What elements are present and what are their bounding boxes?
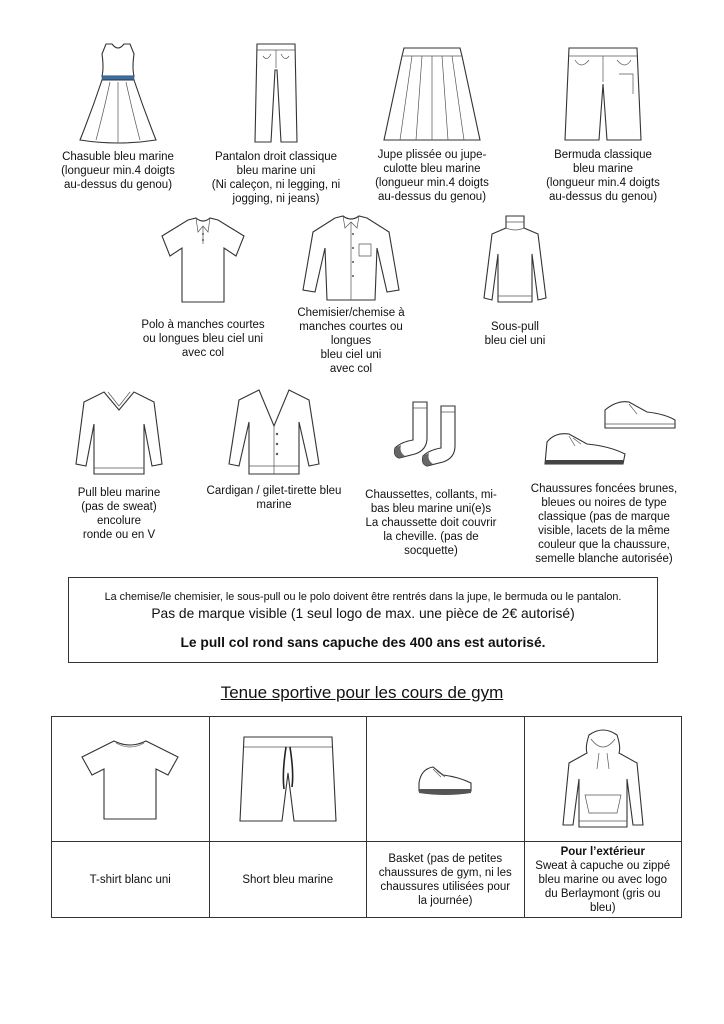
gym-cell-tshirt-image <box>52 717 210 842</box>
caption-line: jogging, ni jeans) <box>232 193 320 205</box>
polo-shirt-icon <box>160 216 246 306</box>
gym-images-row <box>52 717 682 842</box>
caption-line: (longueur min.4 doigts <box>375 177 489 189</box>
gym-cell-basket-caption <box>367 842 525 918</box>
gym-section-title: Tenue sportive pour les cours de gym <box>220 683 504 702</box>
caption-cardigan <box>196 484 352 512</box>
gym-cell-basket-image <box>367 717 525 842</box>
caption-chaussettes <box>356 488 506 558</box>
socks-icon <box>391 398 471 468</box>
hoodie-icon <box>561 729 645 829</box>
caption-line: manches courtes ou <box>299 321 403 333</box>
caption-line: Chasuble bleu marine <box>62 151 174 163</box>
gym-cell-tshirt-caption <box>52 842 210 918</box>
caption-line: chaussures de gym, ni les <box>378 866 512 879</box>
caption-line: longues <box>330 335 372 347</box>
caption-line: Chaussures foncées brunes, <box>530 483 678 495</box>
caption-line: culotte bleu marine <box>383 163 481 175</box>
gym-outfit-table <box>51 716 682 918</box>
caption-line: bleues ou noires de type <box>541 497 667 509</box>
shirt-icon <box>301 214 401 304</box>
caption-line: bleu ciel uni <box>320 349 382 361</box>
caption-line: au-dessus du genou) <box>63 179 173 191</box>
rule-no-brand: Pas de marque visible (1 seul logo de max. une pièce de 2€ autorisé) <box>151 606 575 621</box>
caption-line: (longueur min.4 doigts <box>546 177 660 189</box>
caption-line: Pull bleu marine <box>77 487 161 499</box>
caption-line: Basket (pas de petites <box>388 852 503 865</box>
caption-line: la cheville. (pas de <box>383 531 479 543</box>
item-pantalon <box>196 40 356 206</box>
item-polo <box>118 216 288 360</box>
gym-cell-sweat-caption <box>524 842 682 918</box>
caption-line: avec col <box>329 363 373 375</box>
caption-line: au-dessus du genou) <box>548 191 658 203</box>
caption-line: (Ni caleçon, ni legging, ni <box>211 179 341 191</box>
caption-line: du Berlaymont (gris ou <box>544 887 661 900</box>
caption-line: bleu marine <box>572 163 634 175</box>
caption-line: socquette) <box>404 545 458 557</box>
item-cardigan <box>196 386 352 512</box>
dress-icon <box>78 40 158 146</box>
caption-line: ronde ou en V <box>82 529 156 541</box>
caption-line: (pas de sweat) <box>81 501 157 513</box>
caption-line: bleu marine uni <box>236 165 316 177</box>
gym-cell-short-caption <box>209 842 367 918</box>
caption-pantalon <box>196 150 356 206</box>
shoes-icon <box>529 392 679 476</box>
caption-chasuble <box>48 150 188 192</box>
caption-line: La chaussette doit couvrir <box>365 517 497 529</box>
cardigan-icon <box>227 386 321 478</box>
caption-line: Sous-pull <box>491 321 539 333</box>
caption-souspull <box>460 320 570 348</box>
turtleneck-icon <box>480 214 550 306</box>
pleated-skirt-icon <box>382 44 482 144</box>
caption-line: avec col <box>181 347 225 359</box>
tshirt-icon <box>80 737 180 821</box>
rule-400-years-pullover: Le pull col rond sans capuche des 400 ans est autorisé. <box>180 635 546 650</box>
caption-polo <box>118 318 288 360</box>
item-pull <box>56 388 182 542</box>
caption-line: chaussures utilisées pour <box>380 880 511 893</box>
caption-line: Cardigan / gilet-tirette bleu <box>206 485 342 497</box>
item-jupe <box>360 44 504 204</box>
v-neck-sweater-icon <box>74 388 164 478</box>
caption-line: bleu marine ou avec logo <box>538 873 667 886</box>
caption-line: Sweat à capuche ou zippé <box>535 859 671 872</box>
item-chaussettes <box>356 398 506 558</box>
rule-tuck-in: La chemise/le chemisier, le sous-pull ou le polo doivent être rentrés dans la jupe, le bermuda ou le pantalon. <box>104 591 622 603</box>
caption-jupe <box>360 148 504 204</box>
caption-line: Short bleu marine <box>242 873 334 886</box>
gym-captions-row <box>52 842 682 918</box>
trousers-icon <box>251 40 301 146</box>
caption-chaussures <box>514 482 694 566</box>
caption-line: marine <box>256 499 292 511</box>
caption-line: bleu ciel uni <box>484 335 546 347</box>
caption-line: ou longues bleu ciel uni <box>142 333 264 345</box>
caption-line: la journée) <box>418 894 473 907</box>
caption-line: Chaussettes, collants, mi- <box>365 489 497 501</box>
gym-cell-sweat-image <box>524 717 682 842</box>
caption-line: visible, lacets de la même <box>538 525 670 537</box>
item-chasuble <box>48 40 188 192</box>
caption-chemisier <box>276 306 426 376</box>
caption-line: (longueur min.4 doigts <box>61 165 175 177</box>
item-chaussures <box>514 392 694 566</box>
rules-note-box <box>68 577 658 663</box>
shorts-icon <box>238 733 338 825</box>
gym-cell-short-image <box>209 717 367 842</box>
caption-line: semelle blanche autorisée) <box>535 553 673 565</box>
caption-bermuda <box>528 148 678 204</box>
caption-line: bleu) <box>589 901 616 914</box>
caption-line: Jupe plissée ou jupe- <box>377 149 487 161</box>
caption-line: couleur que la chaussure, <box>538 539 670 551</box>
caption-line: T-shirt blanc uni <box>89 873 171 886</box>
item-bermuda <box>528 44 678 204</box>
caption-line: Bermuda classique <box>554 149 652 161</box>
item-chemisier <box>276 214 426 376</box>
caption-line: bas bleu marine uni(e)s <box>370 503 492 515</box>
sneaker-icon <box>415 759 475 799</box>
caption-line: Pantalon droit classique <box>214 151 338 163</box>
bermuda-shorts-icon <box>563 44 643 144</box>
caption-pull <box>56 486 182 542</box>
caption-line: Polo à manches courtes <box>141 319 265 331</box>
caption-line: encolure <box>96 515 142 527</box>
outdoor-heading: Pour l’extérieur <box>560 845 645 858</box>
caption-line: Chemisier/chemise à <box>297 307 405 319</box>
caption-line: au-dessus du genou) <box>377 191 487 203</box>
item-souspull <box>460 214 570 348</box>
caption-line: classique (pas de marque <box>538 511 670 523</box>
